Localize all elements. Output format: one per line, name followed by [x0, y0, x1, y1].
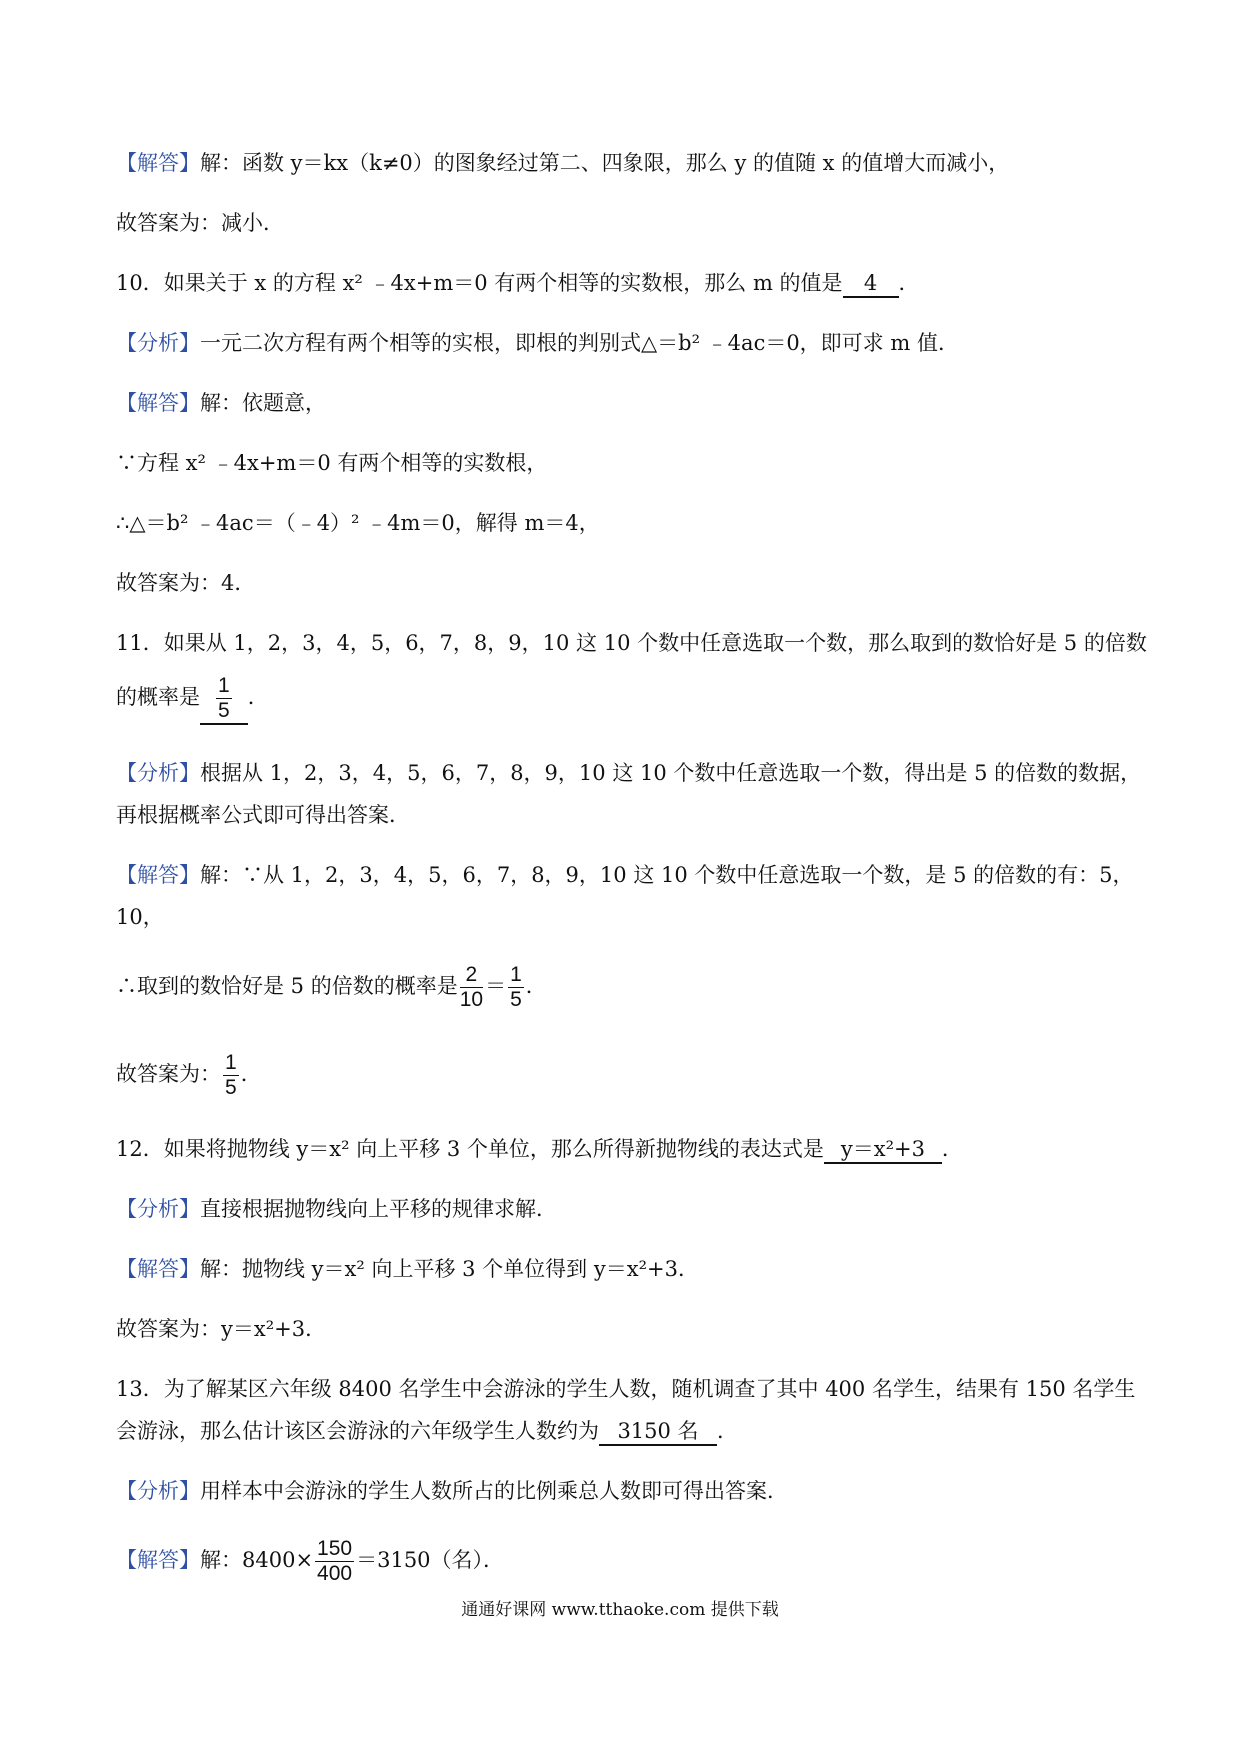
fraction-numerator: 1	[510, 963, 522, 986]
fraction-denominator: 5	[218, 699, 230, 722]
answer-tag: 【解答】	[116, 1548, 200, 1572]
fraction-numerator: 2	[460, 963, 483, 988]
q13-question-end: ．	[717, 1419, 738, 1443]
q9-answer	[116, 148, 1136, 178]
fraction	[315, 1537, 354, 1586]
fraction	[508, 963, 524, 1012]
q11-question: 11．如果从 1，2，3，4，5，6，7，8，9，10 这 10 个数中任意选取一个数，那么取到的数恰好是 5 的倍数	[116, 631, 1147, 655]
q12-answer-blank: y＝x²+3	[824, 1136, 942, 1164]
fraction-numerator: 1	[225, 1051, 237, 1074]
analysis-tag: 【分析】	[116, 331, 200, 355]
q12-answer	[116, 1254, 1136, 1284]
q12-analysis-text: 直接根据抛物线向上平移的规律求解．	[200, 1197, 557, 1221]
q13-answer	[116, 1532, 1136, 1588]
answer-tag: 【解答】	[116, 863, 200, 887]
q10-question-text: 10．如果关于 x 的方程 x² ﹣4x+m＝0 有两个相等的实数根，那么 m 的值是	[116, 271, 843, 295]
q11-question-text: 的概率是	[116, 685, 200, 709]
q13-analysis	[116, 1476, 1136, 1506]
q10-question-end: ．	[898, 271, 920, 295]
q10-analysis	[116, 328, 1136, 358]
q10-answer-blank: 4	[843, 270, 899, 298]
answer-tag: 【解答】	[116, 1257, 200, 1281]
q12-answer-text: 解：抛物线 y＝x² 向上平移 3 个单位得到 y＝x²+3．	[200, 1257, 699, 1281]
fraction-denominator: 400	[317, 1562, 353, 1585]
q13-answer-blank: 3150 名	[599, 1418, 717, 1446]
q11-analysis-cont: 再根据概率公式即可得出答案．	[116, 803, 410, 827]
q11-answer-blank	[200, 674, 248, 725]
q10-question	[116, 268, 1136, 298]
q12-conclusion: 故答案为：y＝x²+3．	[116, 1317, 327, 1341]
fraction	[223, 1051, 239, 1100]
q10-answer-line: ∵方程 x² ﹣4x+m＝0 有两个相等的实数根，	[116, 451, 548, 475]
q11-answer	[116, 860, 1136, 890]
q13-answer-text: 解：8400×	[200, 1548, 314, 1572]
q11-answer-line	[116, 958, 1136, 1014]
period: ．	[525, 974, 547, 998]
q11-conclusion	[116, 1046, 1136, 1102]
q13-question: 13．为了解某区六年级 8400 名学生中会游泳的学生人数，随机调查了其中 400 名学生，结果有 150 名学生	[116, 1377, 1136, 1401]
answer-tag: 【解答】	[116, 391, 200, 415]
q13-question-text: 会游泳，那么估计该区会游泳的六年级学生人数约为	[116, 1419, 599, 1443]
q10-analysis-text: 一元二次方程有两个相等的实根，即根的判别式△＝b² ﹣4ac＝0，即可求 m 值．	[200, 331, 959, 355]
q11-question-cont	[116, 672, 1136, 722]
q11-answer-text: ∴取到的数恰好是 5 的倍数的概率是	[116, 974, 458, 998]
conclusion-text: 故答案为：	[116, 1062, 221, 1086]
fraction-denominator: 5	[225, 1076, 237, 1099]
fraction	[216, 674, 232, 723]
fraction-denominator: 10	[459, 988, 484, 1011]
q10-conclusion: 故答案为：4．	[116, 571, 256, 595]
q10-answer-line: 解：依题意，	[200, 391, 326, 415]
q9-conclusion: 故答案为：减小．	[116, 211, 284, 235]
fraction	[460, 963, 483, 1012]
q9-answer-text: 解：函数 y＝kx（k≠0）的图象经过第二、四象限，那么 y 的值随 x 的值增大而减小，	[200, 151, 1010, 175]
analysis-tag: 【分析】	[116, 1479, 200, 1503]
q10-answer	[116, 388, 1136, 418]
q13-question-cont	[116, 1416, 1136, 1446]
q12-question-end: ．	[941, 1137, 963, 1161]
q13-answer-result: ＝3150（名）．	[356, 1548, 505, 1572]
q12-question-text: 12．如果将抛物线 y＝x² 向上平移 3 个单位，那么所得新抛物线的表达式是	[116, 1137, 824, 1161]
analysis-tag: 【分析】	[116, 761, 200, 785]
equals-sign: ＝	[485, 974, 507, 998]
fraction-numerator: 1	[218, 674, 230, 697]
q13-analysis-text: 用样本中会游泳的学生人数所占的比例乘总人数即可得出答案．	[200, 1479, 788, 1503]
analysis-tag: 【分析】	[116, 1197, 200, 1221]
q11-question-end: ．	[247, 685, 269, 709]
page-footer: 通通好课网 www.tthaoke.com 提供下载	[461, 1600, 779, 1620]
q12-question	[116, 1134, 1136, 1164]
q11-analysis	[116, 758, 1142, 788]
q10-answer-line: ∴△＝b² ﹣4ac＝（﹣4）² ﹣4m＝0，解得 m＝4，	[116, 511, 600, 535]
fraction-denominator: 5	[510, 988, 522, 1011]
q11-answer-text: 解：∵从 1，2，3，4，5，6，7，8，9，10 这 10 个数中任意选取一个数，是 5 的倍数的有：5，	[200, 863, 1134, 887]
fraction-numerator: 150	[317, 1537, 353, 1560]
q11-answer-cont: 10，	[116, 905, 164, 929]
period: ．	[240, 1062, 262, 1086]
answer-tag: 【解答】	[116, 151, 200, 175]
q12-analysis	[116, 1194, 1136, 1224]
q11-analysis-text: 根据从 1，2，3，4，5，6，7，8，9，10 这 10 个数中任意选取一个数，得出是 5 的倍数的数据，	[200, 761, 1142, 785]
